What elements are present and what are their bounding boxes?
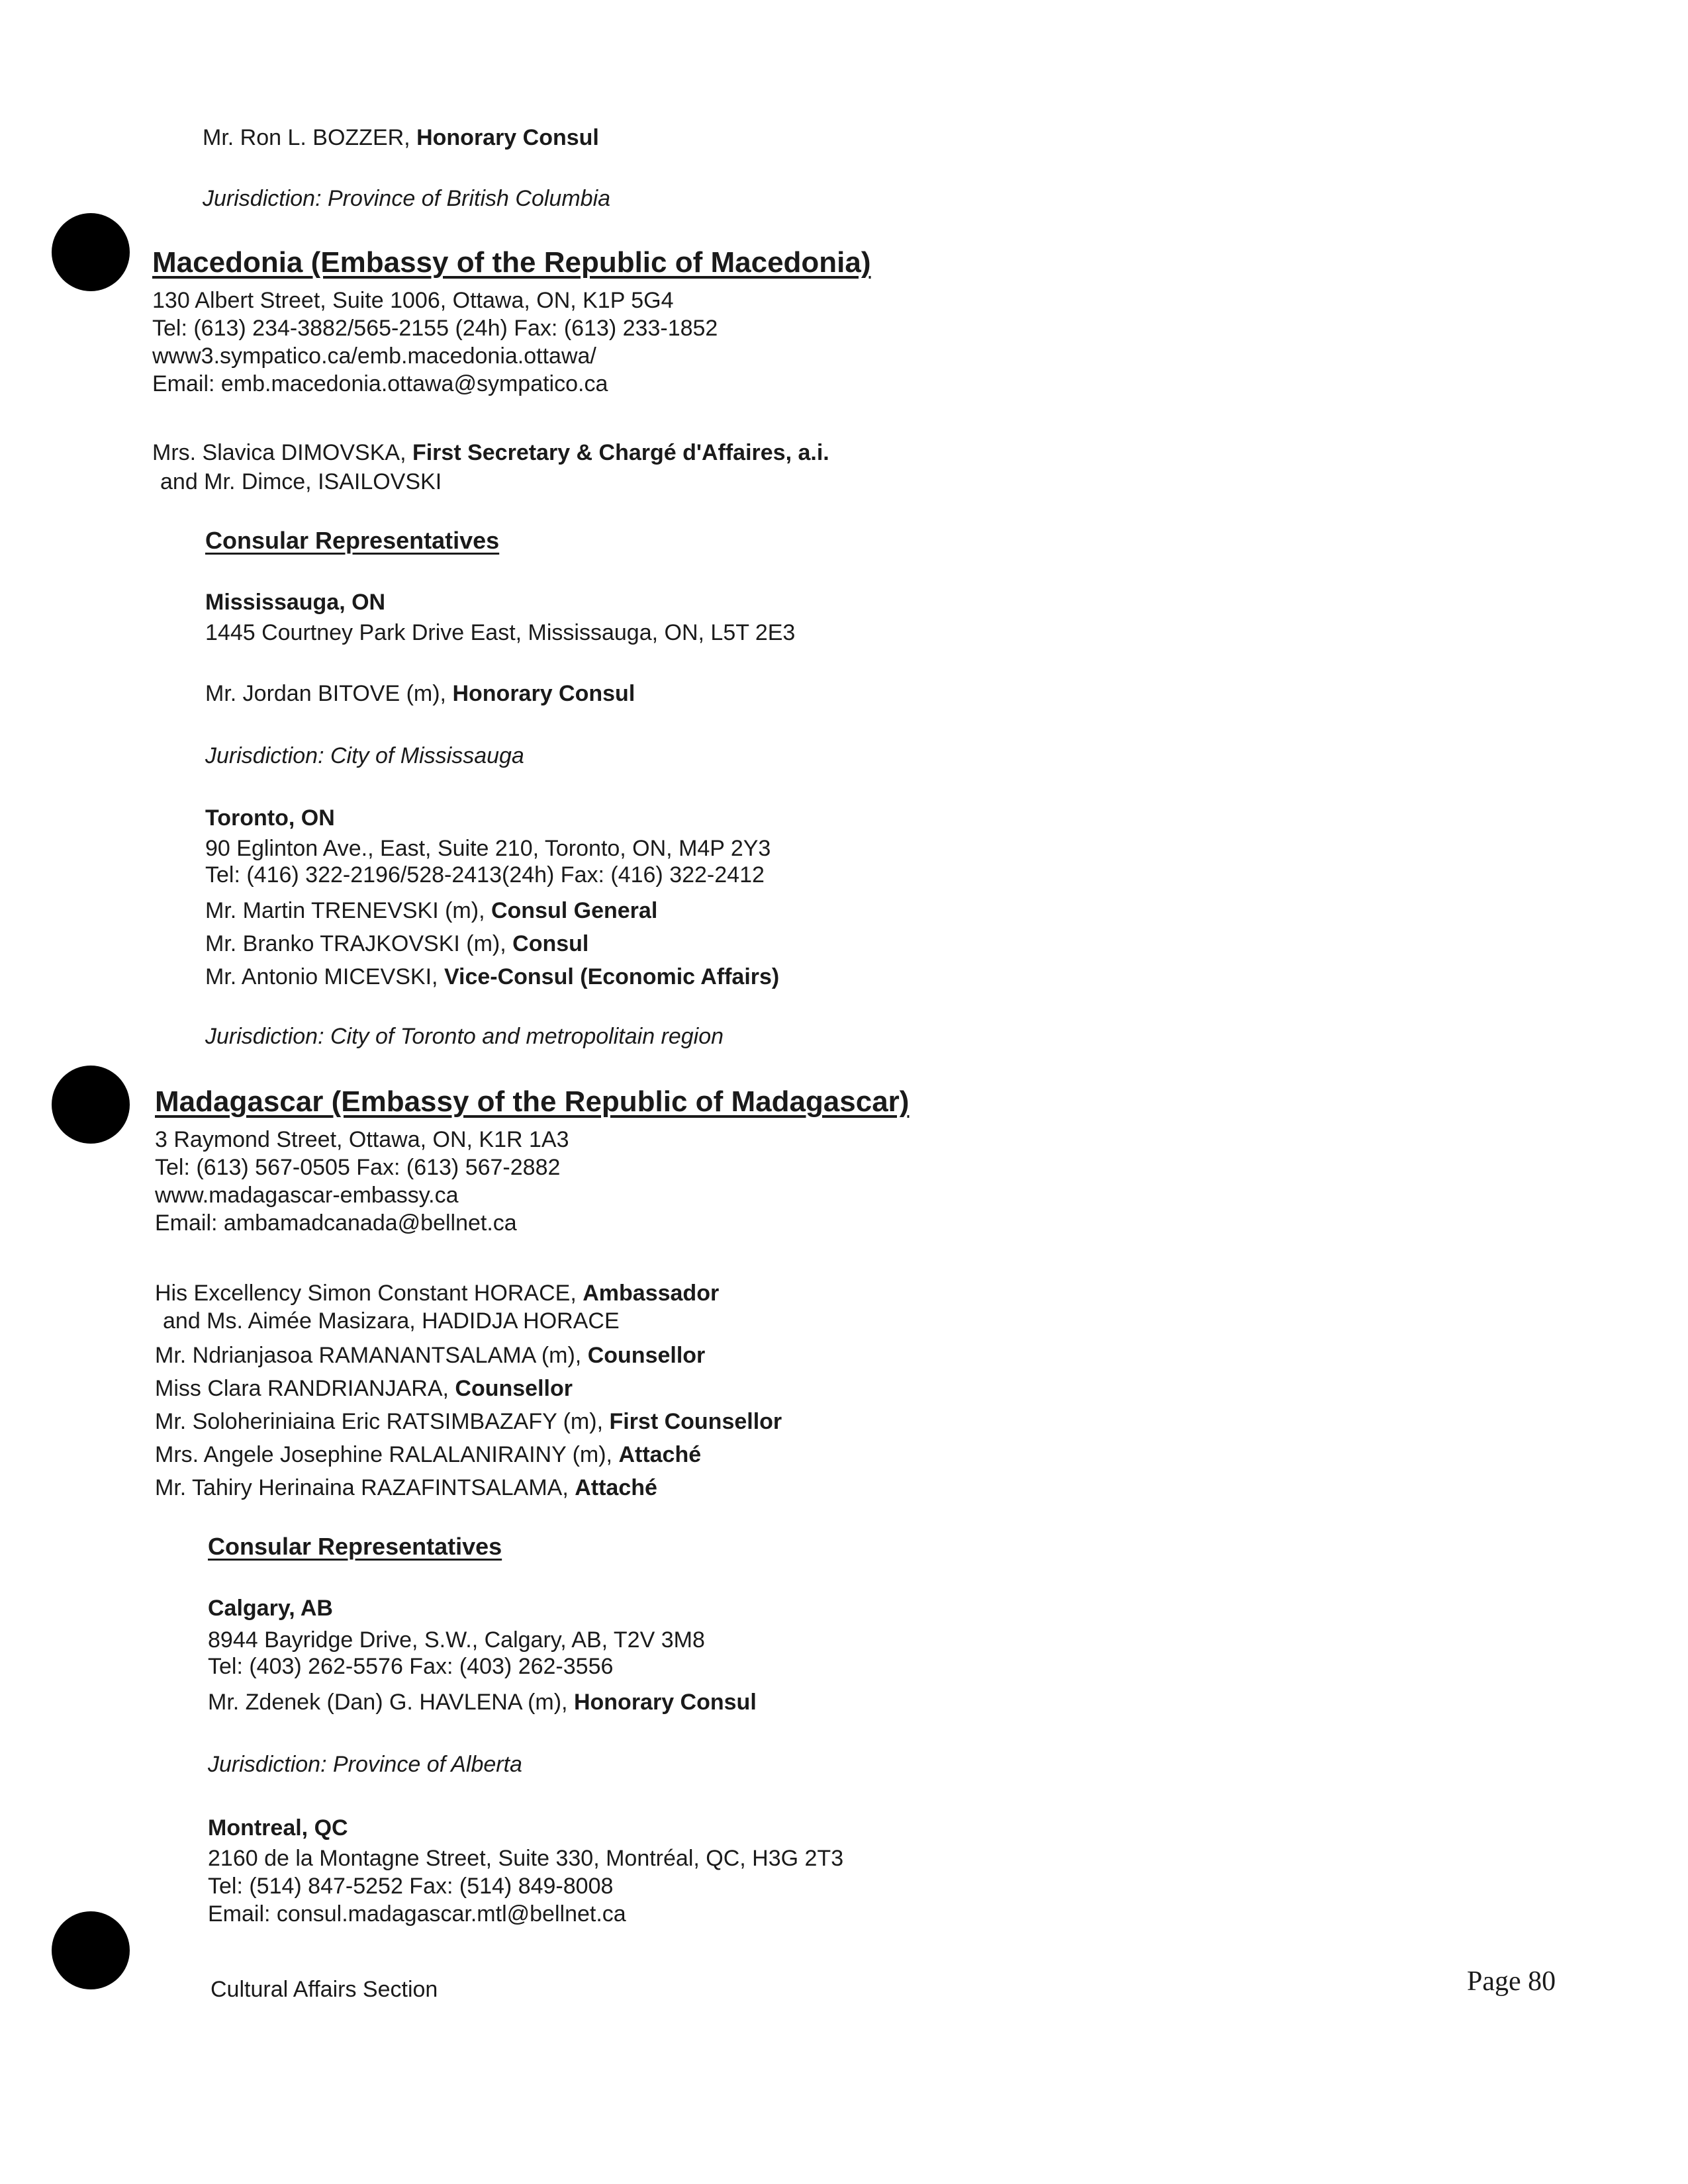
staff-title: Attaché bbox=[618, 1442, 702, 1467]
binder-hole-top bbox=[52, 213, 130, 291]
page-number: Page 80 bbox=[1467, 1966, 1556, 1997]
person-title: Consul General bbox=[491, 898, 658, 923]
consulate-tel: Tel: (403) 262-5576 Fax: (403) 262-3556 bbox=[208, 1654, 614, 1679]
madagascar-email: Email: ambamadcanada@bellnet.ca bbox=[155, 1210, 517, 1236]
madagascar-staff-row bbox=[155, 1342, 705, 1369]
consulate-jurisdiction bbox=[205, 743, 524, 769]
staff-title: Ambassador bbox=[583, 1281, 720, 1306]
consulate-tel: Tel: (416) 322-2196/528-2413(24h) Fax: (416) 322-2412 bbox=[205, 862, 765, 887]
person-title: Honorary Consul bbox=[573, 1690, 757, 1715]
person-name: Mr. Martin TRENEVSKI (m), bbox=[205, 898, 485, 923]
macedonia-web: www3.sympatico.ca/emb.macedonia.ottawa/ bbox=[152, 343, 596, 369]
person-name: Mr. Antonio MICEVSKI, bbox=[205, 964, 438, 989]
consulate-city: Toronto, ON bbox=[205, 805, 335, 831]
staff-title: Counsellor bbox=[587, 1343, 706, 1368]
staff-title: First Secretary & Chargé d'Affaires, a.i. bbox=[412, 440, 829, 465]
madagascar-staff-row bbox=[163, 1308, 620, 1334]
macedonia-tel: Tel: (613) 234-3882/565-2155 (24h) Fax: (613) 233-1852 bbox=[152, 316, 718, 341]
madagascar-staff-row bbox=[155, 1441, 701, 1468]
staff-name: Mr. Tahiry Herinaina RAZAFINTSALAMA, bbox=[155, 1475, 569, 1500]
consulate-person bbox=[205, 680, 635, 707]
consulate-tel: Tel: (514) 847-5252 Fax: (514) 849-8008 bbox=[208, 1874, 614, 1899]
macedonia-address: 130 Albert Street, Suite 1006, Ottawa, ON, K1P 5G4 bbox=[152, 288, 674, 313]
consul-title: Honorary Consul bbox=[416, 125, 599, 150]
jurisdiction-label: Jurisdiction: bbox=[205, 743, 324, 768]
macedonia-heading: Macedonia (Embassy of the Republic of Macedonia) bbox=[152, 246, 871, 279]
consulate-jurisdiction bbox=[205, 1023, 724, 1050]
macedonia-staff-row bbox=[160, 469, 442, 495]
staff-name: Mrs. Slavica DIMOVSKA, bbox=[152, 440, 406, 465]
macedonia-staff-row bbox=[152, 439, 829, 466]
consulate-address: 8944 Bayridge Drive, S.W., Calgary, AB, T2V 3M8 bbox=[208, 1627, 705, 1653]
jurisdiction-label: Jurisdiction: bbox=[205, 1024, 324, 1049]
staff-name: His Excellency Simon Constant HORACE, bbox=[155, 1281, 577, 1306]
jurisdiction-label: Jurisdiction: bbox=[203, 186, 322, 211]
consul-name: Mr. Ron L. BOZZER, bbox=[203, 125, 410, 150]
staff-name: Miss Clara RANDRIANJARA, bbox=[155, 1376, 449, 1401]
staff-name: Mrs. Angele Josephine RALALANIRAINY (m), bbox=[155, 1442, 612, 1467]
staff-name: Mr. Ndrianjasoa RAMANANTSALAMA (m), bbox=[155, 1343, 582, 1368]
consul-line bbox=[203, 124, 599, 151]
consulate-person bbox=[205, 964, 779, 990]
madagascar-web: www.madagascar-embassy.ca bbox=[155, 1183, 459, 1208]
jurisdiction-label: Jurisdiction: bbox=[208, 1752, 327, 1777]
person-title: Honorary Consul bbox=[452, 681, 635, 706]
macedonia-email: Email: emb.macedonia.ottawa@sympatico.ca bbox=[152, 371, 608, 396]
madagascar-staff-row bbox=[155, 1475, 657, 1501]
jurisdiction-value: City of Toronto and metropolitain region bbox=[330, 1024, 724, 1049]
madagascar-staff-row bbox=[155, 1280, 719, 1306]
binder-hole-bottom bbox=[52, 1911, 130, 1989]
person-name: Mr. Zdenek (Dan) G. HAVLENA (m), bbox=[208, 1690, 568, 1715]
binder-hole-middle bbox=[52, 1066, 130, 1144]
macedonia-consular-heading: Consular Representatives bbox=[205, 527, 500, 554]
jurisdiction-value: Province of British Columbia bbox=[327, 186, 611, 211]
consulate-person bbox=[205, 897, 657, 924]
jurisdiction-value: City of Mississauga bbox=[330, 743, 524, 768]
consulate-person bbox=[208, 1689, 757, 1715]
person-title: Consul bbox=[512, 931, 589, 956]
consulate-address: 90 Eglinton Ave., East, Suite 210, Toronto, ON, M4P 2Y3 bbox=[205, 836, 771, 861]
consulate-address: 2160 de la Montagne Street, Suite 330, Montréal, QC, H3G 2T3 bbox=[208, 1846, 844, 1871]
consulate-jurisdiction bbox=[208, 1751, 522, 1778]
consulate-person bbox=[205, 931, 588, 957]
consulate-address: 1445 Courtney Park Drive East, Mississauga, ON, L5T 2E3 bbox=[205, 620, 796, 645]
consulate-city: Montreal, QC bbox=[208, 1815, 348, 1841]
staff-name: Mr. Soloheriniaina Eric RATSIMBAZAFY (m), bbox=[155, 1409, 604, 1434]
madagascar-staff-row bbox=[155, 1408, 782, 1435]
footer-section: Cultural Affairs Section bbox=[211, 1977, 438, 2002]
madagascar-heading: Madagascar (Embassy of the Republic of Madagascar) bbox=[155, 1085, 910, 1118]
staff-title: First Counsellor bbox=[609, 1409, 782, 1434]
madagascar-staff-row bbox=[155, 1375, 573, 1402]
person-title: Vice-Consul (Economic Affairs) bbox=[444, 964, 780, 989]
jurisdiction-line bbox=[203, 185, 610, 212]
madagascar-consular-heading: Consular Representatives bbox=[208, 1533, 502, 1560]
consulate-city: Mississauga, ON bbox=[205, 590, 386, 615]
person-name: Mr. Jordan BITOVE (m), bbox=[205, 681, 447, 706]
consulate-city: Calgary, AB bbox=[208, 1596, 333, 1621]
person-name: Mr. Branko TRAJKOVSKI (m), bbox=[205, 931, 506, 956]
jurisdiction-value: Province of Alberta bbox=[332, 1752, 522, 1777]
consulate-email: Email: consul.madagascar.mtl@bellnet.ca bbox=[208, 1901, 626, 1927]
madagascar-tel: Tel: (613) 567-0505 Fax: (613) 567-2882 bbox=[155, 1155, 561, 1180]
staff-title: Counsellor bbox=[455, 1376, 573, 1401]
madagascar-address: 3 Raymond Street, Ottawa, ON, K1R 1A3 bbox=[155, 1127, 569, 1152]
staff-name: and Ms. Aimée Masizara, HADIDJA HORACE bbox=[163, 1308, 620, 1334]
staff-title: Attaché bbox=[575, 1475, 657, 1500]
staff-name: and Mr. Dimce, ISAILOVSKI bbox=[160, 469, 442, 494]
